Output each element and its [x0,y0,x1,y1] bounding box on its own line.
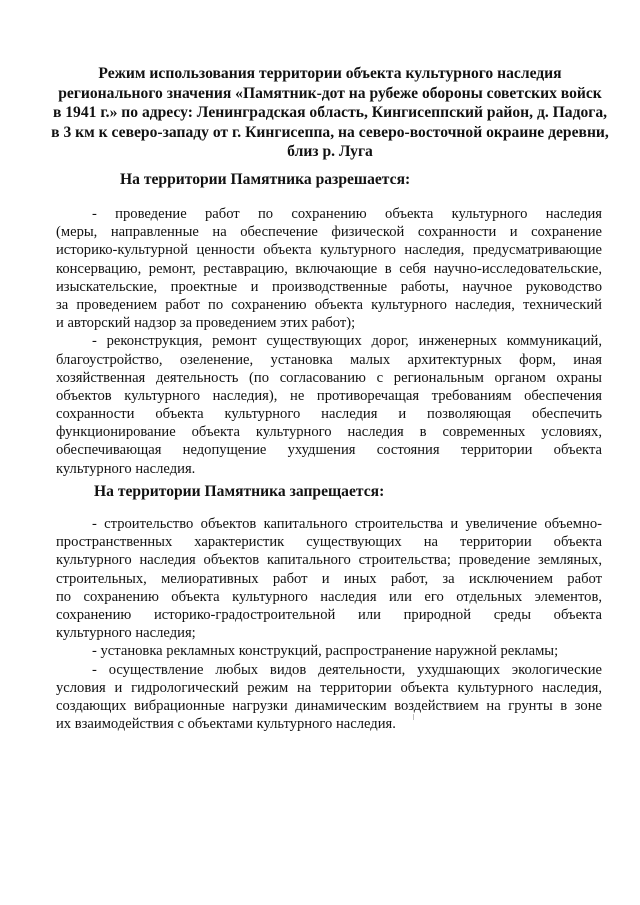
title-line: регионального значения «Памятник-дот на рубеже обороны советских войск [58,84,602,102]
allowed-line: - проведение работ по сохранению объекта культурного наследия [92,206,602,222]
allowed-line: объектов культурного наследия), не противоречащая требованиям обеспечения [56,387,602,404]
allowed-line: функционирование объекта культурного наследия в современных условиях, [56,424,602,441]
forbidden-line: условия и гидрологический режим на территории объекта культурного наследия, [56,679,602,696]
allowed-line: консервацию, ремонт, реставрацию, включающие в себя научно-исследовательские, [56,260,602,277]
allowed-line: хозяйственная деятельность (по согласованию с региональным органом охраны [56,369,602,386]
forbidden-line: - осуществление любых видов деятельности, ухудшающих экологические [92,661,602,678]
allowed-section [56,205,602,478]
allowed-line: обеспечивающая недопущение ухудшения состояния территории объекта [56,442,602,459]
forbidden-line: - установка рекламных конструкций, распространение наружной рекламы; [92,643,559,660]
allowed-line: (меры, направленные на обеспечение физической сохранности и сохранение [56,224,602,241]
allowed-line: и авторский надзор за проведением этих работ); [56,315,356,332]
allowed-line: сохранности объекта культурного наследия и позволяющая обеспечить [56,406,602,423]
forbidden-line: строительных, мелиоративных работ и иных работ, за исключением работ [56,570,602,587]
forbidden-line: по сохранению объекта культурного наследия или его отдельных элементов, [56,588,602,605]
title-line: близ р. Луга [287,143,373,160]
forbidden-line: культурного наследия; [56,625,196,642]
forbidden-heading: На территории Памятника запрещается: [94,483,385,500]
allowed-line: изыскательские, проектные и производственные работы, научное руководство [56,278,602,295]
forbidden-line: культурного наследия объектов капитального строительства; проведение земляных, [56,552,602,569]
forbidden-line: создающих вибрационные нагрузки динамическим воздействием на грунты в зоне [56,697,602,714]
allowed-line: благоустройство, озеленение, установка малых архитектурных форм, иная [56,351,602,368]
forbidden-line: сохранению историко-градостроительной или природной среды объекта [56,606,602,623]
forbidden-line: их взаимодействия с объектами культурного наследия. [56,716,396,733]
scan-artifact-mark [413,714,414,720]
forbidden-section [56,515,602,733]
document-title [40,64,620,162]
title-line: в 1941 г.» по адресу: Ленинградская область, Кингисеппский район, д. Падога, [52,104,608,121]
title-line: Режим использования территории объекта культурного наследия [98,65,562,82]
forbidden-line: - строительство объектов капитального строительства и увеличение объемно- [92,516,602,532]
allowed-line: за проведением работ по сохранению объекта культурного наследия, технический [56,296,602,313]
allowed-line: культурного наследия. [56,460,196,477]
allowed-line: - реконструкция, ремонт существующих дорог, инженерных коммуникаций, [92,333,602,350]
title-line: в 3 км к северо-западу от г. Кингисеппа, на северо-восточной окраине деревни, [51,123,609,141]
allowed-heading: На территории Памятника разрешается: [120,171,411,188]
forbidden-line: пространственных характеристик существующих на территории объекта [56,534,602,551]
allowed-line: историко-культурной ценности объекта культурного наследия, предусматривающие [56,242,602,259]
